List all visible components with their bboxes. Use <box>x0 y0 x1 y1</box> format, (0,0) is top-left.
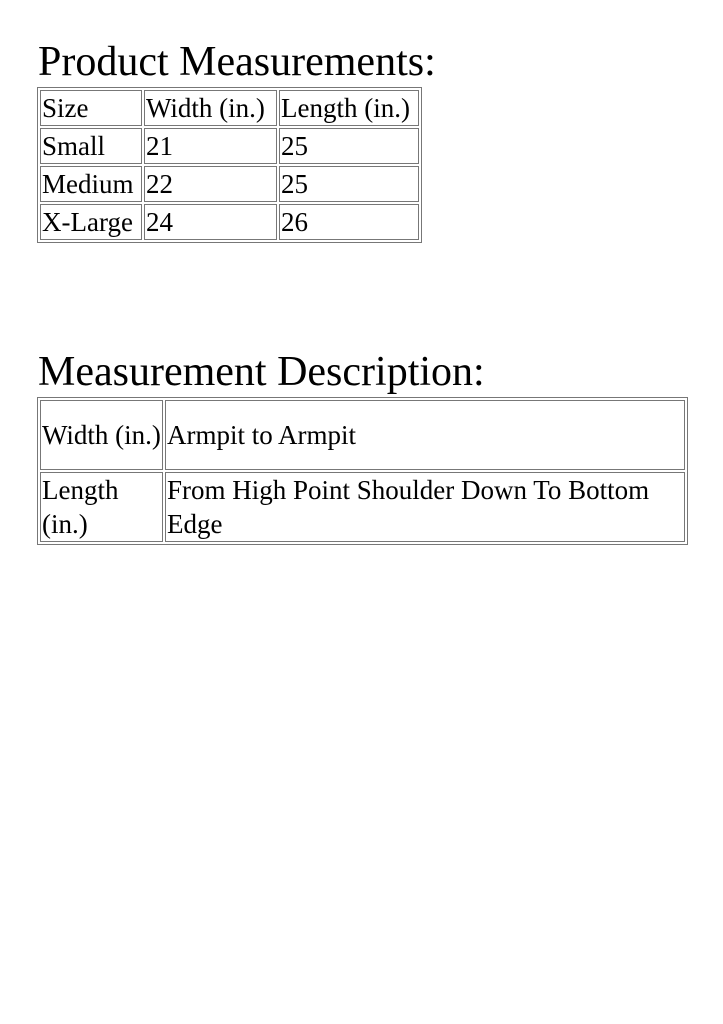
measurement-description-heading: Measurement Description: <box>38 349 485 395</box>
length-cell: 25 <box>279 166 419 202</box>
column-header-width: Width (in.) <box>144 90 277 126</box>
product-measurements-heading: Product Measurements: <box>38 39 436 85</box>
table-header-row <box>40 90 419 126</box>
table-row <box>40 400 685 470</box>
column-header-length: Length (in.) <box>279 90 419 126</box>
width-cell: 21 <box>144 128 277 164</box>
length-cell: 26 <box>279 204 419 240</box>
table-row <box>40 204 419 240</box>
measurement-term-cell: Length (in.) <box>40 472 163 542</box>
size-cell: Small <box>40 128 142 164</box>
measurement-term-cell: Width (in.) <box>40 400 163 470</box>
size-cell: Medium <box>40 166 142 202</box>
table-row <box>40 166 419 202</box>
measurement-description-cell: From High Point Shoulder Down To Bottom Edge <box>165 472 685 542</box>
column-header-size: Size <box>40 90 142 126</box>
table-row <box>40 472 685 542</box>
table-row <box>40 128 419 164</box>
measurement-description-table <box>37 397 688 545</box>
width-cell: 22 <box>144 166 277 202</box>
length-cell: 25 <box>279 128 419 164</box>
width-cell: 24 <box>144 204 277 240</box>
product-measurements-table <box>37 87 422 243</box>
measurement-description-cell: Armpit to Armpit <box>165 400 685 470</box>
size-cell: X-Large <box>40 204 142 240</box>
